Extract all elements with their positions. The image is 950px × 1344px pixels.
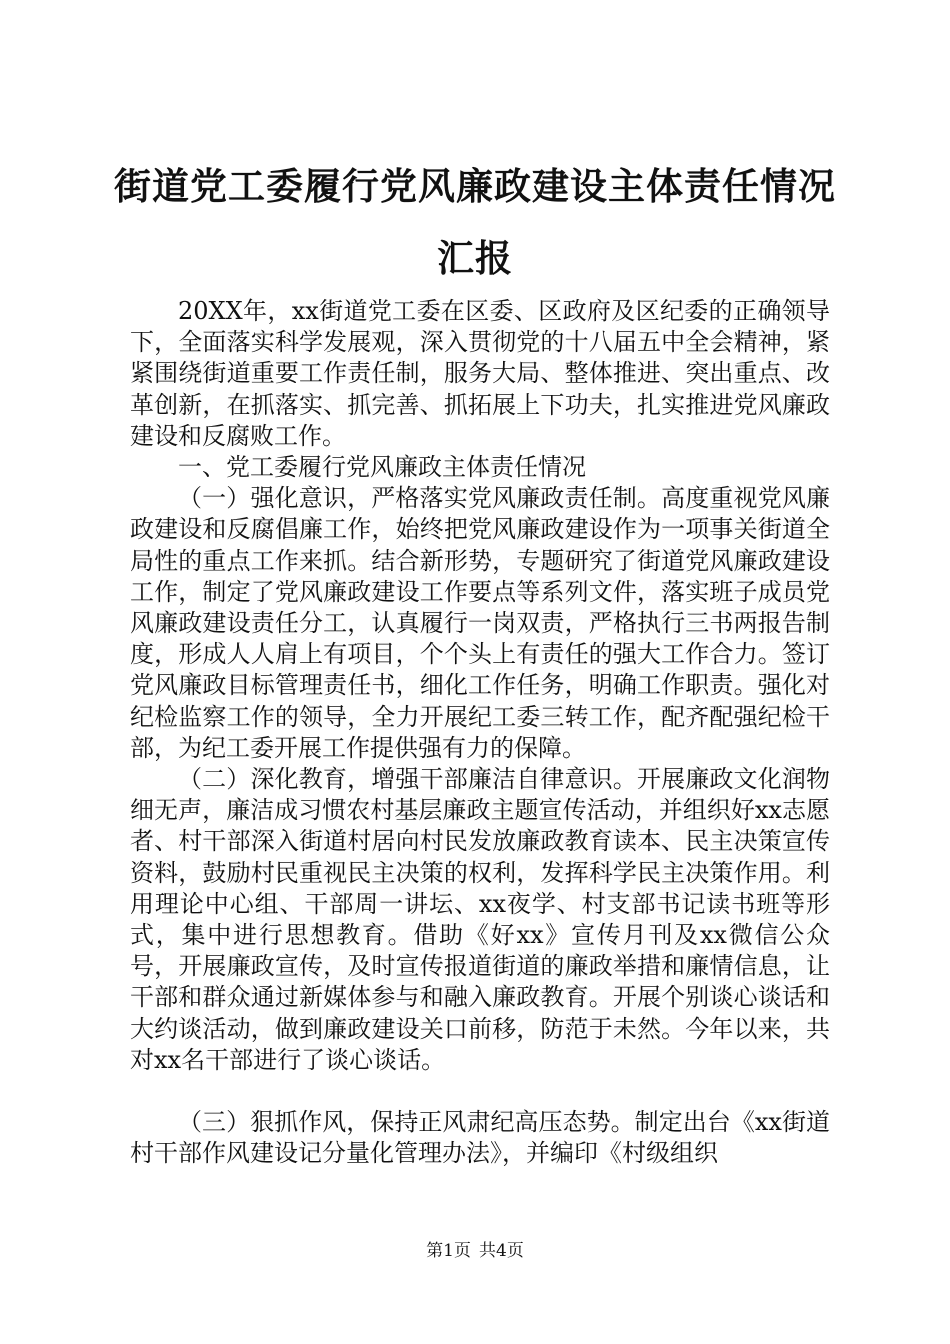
paragraph-intro: 20XX年，xx街道党工委在区委、区政府及区纪委的正确领导下，全面落实科学发展观，深入贯彻党的十八届五中全会精神，紧紧围绕街道重要工作责任制，服务大局、整体推进、突出重点、改革创新，在抓落实、抓完善、抓拓展上下功夫，扎实推进党风廉政建设和反腐败工作。 [130,297,830,450]
paragraph-item-1: （一）强化意识，严格落实党风廉政责任制。高度重视党风廉政建设和反腐倡廉工作，始终把党风廉政建设作为一项事关街道全局性的重点工作来抓。结合新形势，专题研究了街道党风廉政建设工作，制定了党风廉政建设工作要点等系列文件，落实班子成员党风廉政建设责任分工，认真履行一岗双责，严格执行三书两报告制度，形成人人肩上有项目，个个头上有责任的强大工作合力。签订党风廉政目标管理责任书，细化工作任务，明确工作职责。强化对纪检监察工作的领导，全力开展纪工委三转工作，配齐配强纪检干部，为纪工委开展工作提供强有力的保障。 [130,484,830,762]
page-number: 第1页 [426,1241,471,1261]
page-footer [0,1240,950,1262]
document-title: 街道党工委履行党风廉政建设主体责任情况汇报 [114,164,836,280]
paragraph-item-2: （二）深化教育，增强干部廉洁自律意识。开展廉政文化润物细无声，廉洁成习惯农村基层廉政主题宣传活动，并组织好xx志愿者、村干部深入街道村居向村民发放廉政教育读本、民主决策宣传资料，鼓励村民重视民主决策的权利，发挥科学民主决策作用。利用理论中心组、干部周一讲坛、xx夜学、村支部书记读书班等形式，集中进行思想教育。借助《好xx》宣传月刊及xx微信公众号，开展廉政宣传，及时宣传报道街道的廉政举措和廉情信息，让干部和群众通过新媒体参与和融入廉政教育。开展个别谈心谈话和大约谈活动，做到廉政建设关口前移，防范于未然。今年以来，共对xx名干部进行了谈心谈话。 [130,765,830,1074]
document-body [130,296,830,1169]
paragraph-item-3: （三）狠抓作风，保持正风肃纪高压态势。制定出台《xx街道村干部作风建设记分量化管理办法》，并编印《村级组织 [130,1108,830,1168]
section-heading: 一、党工委履行党风廉政主体责任情况 [178,453,586,482]
page-total: 共4页 [479,1241,524,1261]
